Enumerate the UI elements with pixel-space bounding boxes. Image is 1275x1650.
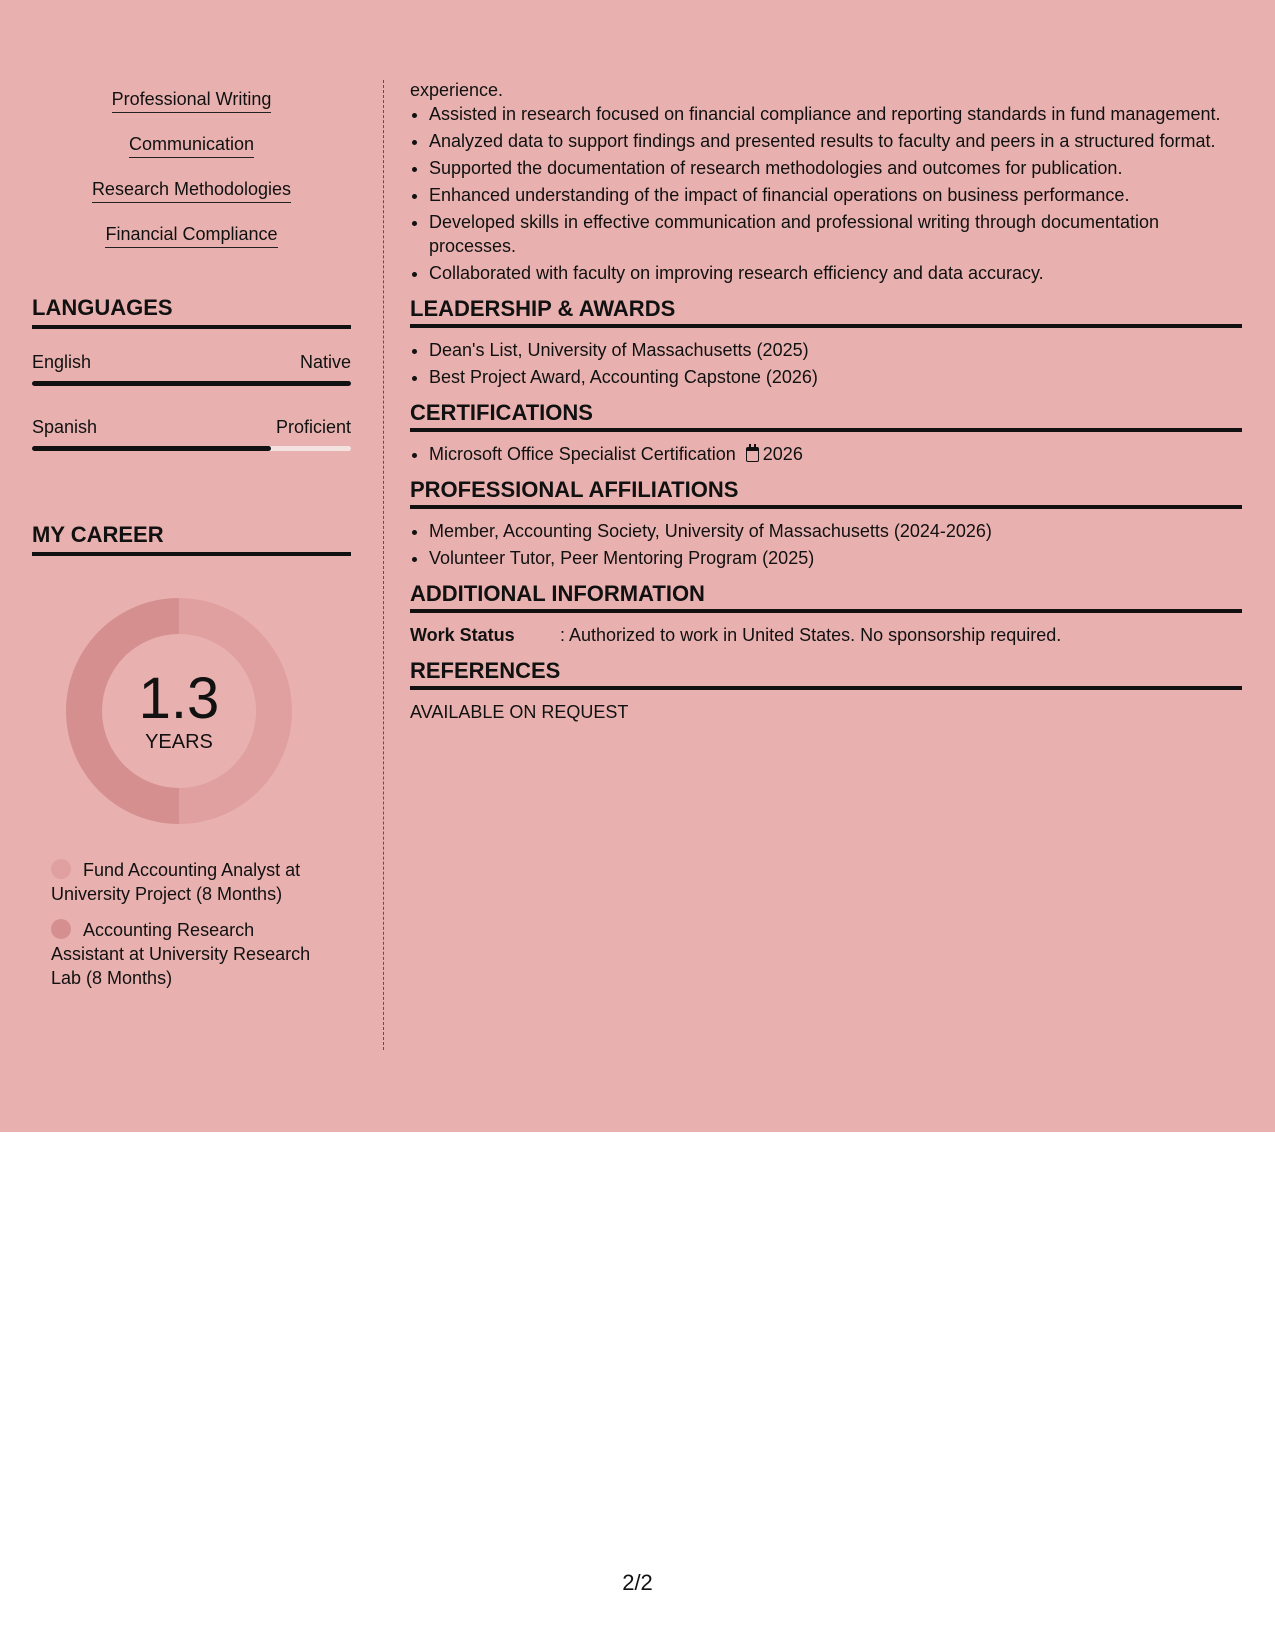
certification-year: 2026 (762, 444, 803, 464)
leadership-list (410, 338, 1242, 389)
language-bar (32, 381, 351, 386)
skill-item: Financial Compliance (105, 223, 277, 248)
certification-item (429, 442, 1242, 466)
experience-bullet: • Enhanced understanding of the impact of financial operations on business performance. (429, 183, 1242, 207)
affiliations-list (410, 519, 1242, 570)
column-divider (383, 80, 384, 1050)
experience-bullets (410, 102, 1242, 285)
certifications-heading: CERTIFICATIONS (410, 399, 1242, 432)
affiliation-item: • Volunteer Tutor, Peer Mentoring Program (2025) (429, 546, 1242, 570)
experience-bullet: • Supported the documentation of research methodologies and outcomes for publication. (429, 156, 1242, 180)
certifications-list (410, 442, 1242, 466)
additional-info-heading: ADDITIONAL INFORMATION (410, 580, 1242, 613)
language-bar-fill (32, 446, 271, 451)
certification-name: Microsoft Office Specialist Certification (429, 444, 736, 464)
career-years-unit: YEARS (145, 731, 213, 753)
main-content (410, 78, 1242, 724)
experience-bullet: • Developed skills in effective communication and professional writing through documentation processes. (429, 210, 1242, 258)
leadership-item: • Best Project Award, Accounting Capstone (2026) (429, 365, 1242, 389)
experience-bullet: • Assisted in research focused on financial compliance and reporting standards in fund management. (429, 102, 1242, 126)
legend-dot (51, 859, 71, 879)
work-status-label: Work Status (410, 625, 515, 645)
language-level: Native (299, 352, 351, 372)
experience-bullet: • Analyzed data to support findings and presented results to faculty and peers in a structured format. (429, 129, 1242, 153)
sidebar (32, 80, 351, 1002)
affiliations-heading: PROFESSIONAL AFFILIATIONS (410, 476, 1242, 509)
career-legend-label: Accounting Research Assistant at University Research Lab (8 Months) (51, 920, 311, 988)
skills-list (32, 88, 351, 268)
career-years-value: 1.3 (138, 666, 220, 731)
references-text: AVAILABLE ON REQUEST (410, 702, 629, 722)
legend-dot (51, 919, 71, 939)
skill-item: Research Methodologies (92, 178, 291, 203)
language-bar (32, 446, 351, 451)
calendar-icon (746, 447, 759, 462)
experience-bullet: • Collaborated with faculty on improving research efficiency and data accuracy. (429, 261, 1242, 285)
leadership-heading: LEADERSHIP & AWARDS (410, 295, 1242, 328)
skill-item: Professional Writing (112, 88, 272, 113)
language-row (32, 416, 351, 438)
language-name: English (32, 352, 92, 372)
donut-center-label (66, 666, 292, 754)
page-number: 2/2 (622, 1570, 653, 1595)
work-status-row (410, 623, 1242, 647)
languages-heading: LANGUAGES (32, 294, 351, 329)
work-status-value: : Authorized to work in United States. No sponsorship required. (560, 625, 1062, 645)
language-name: Spanish (32, 417, 98, 437)
career-legend-label: Fund Accounting Analyst at University Project (8 Months) (51, 860, 301, 904)
career-legend (51, 858, 331, 990)
references-heading: REFERENCES (410, 657, 1242, 690)
continued-text: experience. (410, 80, 504, 100)
affiliation-item: • Member, Accounting Society, University of Massachusetts (2024-2026) (429, 519, 1242, 543)
career-legend-item (51, 918, 331, 990)
leadership-item: • Dean's List, University of Massachusetts (2025) (429, 338, 1242, 362)
career-donut-chart (66, 598, 292, 824)
career-legend-item (51, 858, 331, 906)
language-level: Proficient (275, 417, 351, 437)
career-heading: MY CAREER (32, 521, 351, 556)
language-row (32, 351, 351, 373)
language-bar-fill (32, 381, 351, 386)
skill-item: Communication (129, 133, 254, 158)
